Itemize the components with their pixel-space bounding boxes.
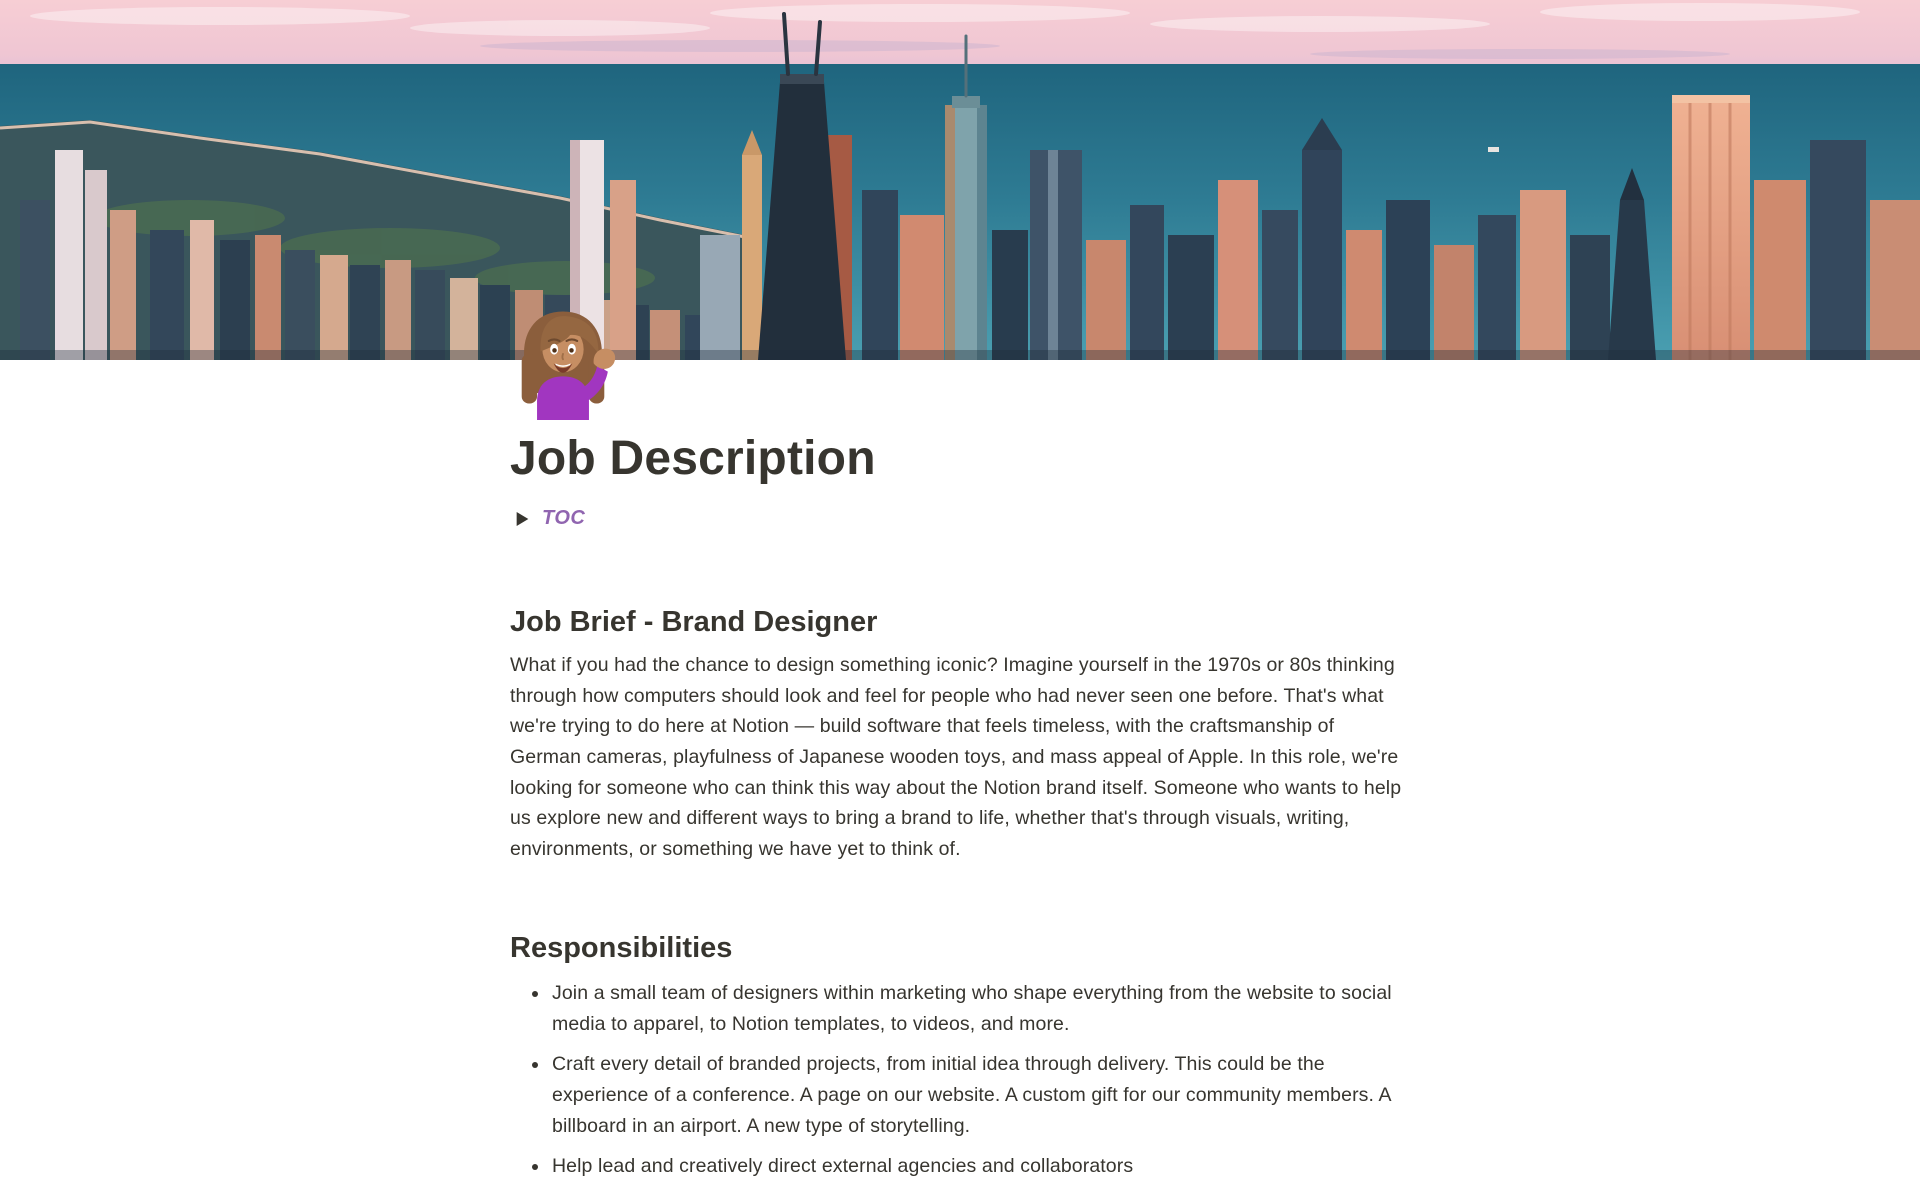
job-brief-paragraph: What if you had the chance to design something iconic? Imagine yourself in the 1970s or 80s thinking through how computers should look and feel for people who had never seen one before. That's what we're trying to do here at Notion — build software that feels timeless, with the craftsmanship of German cameras, playfulness of Japanese wooden toys, and mass appeal of Apple. In this role, we're looking for someone who can think this way about the Notion brand itself. Someone who wants to help us explore new and different ways to bring a brand to life, whether that's through visuals, writing, environments, or something we have yet to think of. xyxy=(510,654,1402,860)
page-icon[interactable] xyxy=(504,302,622,420)
person-tipping-hand-emoji-icon xyxy=(504,302,622,420)
page-title: Job Description xyxy=(510,432,876,485)
list-item: • Craft every detail of branded projects, from initial idea through delivery. This could be the experience of a conference. A page on our website. A custom gift for our community members. A billboard in an airport. A new type of storytelling. xyxy=(550,1049,1410,1141)
toggle-collapsed-arrow-icon[interactable] xyxy=(510,507,534,531)
page-content xyxy=(510,302,1410,1182)
toc-toggle[interactable] xyxy=(510,504,1410,534)
section-heading-responsibilities: Responsibilities xyxy=(510,932,733,965)
toc-label[interactable]: TOC xyxy=(542,507,586,530)
section-heading-job-brief: Job Brief - Brand Designer xyxy=(510,605,878,638)
responsibilities-list xyxy=(510,978,1410,1182)
list-item: • Help lead and creatively direct external agencies and collaborators xyxy=(550,1151,1410,1182)
list-item: • Join a small team of designers within marketing who shape everything from the website to social media to apparel, to Notion templates, to videos, and more. xyxy=(550,978,1410,1039)
